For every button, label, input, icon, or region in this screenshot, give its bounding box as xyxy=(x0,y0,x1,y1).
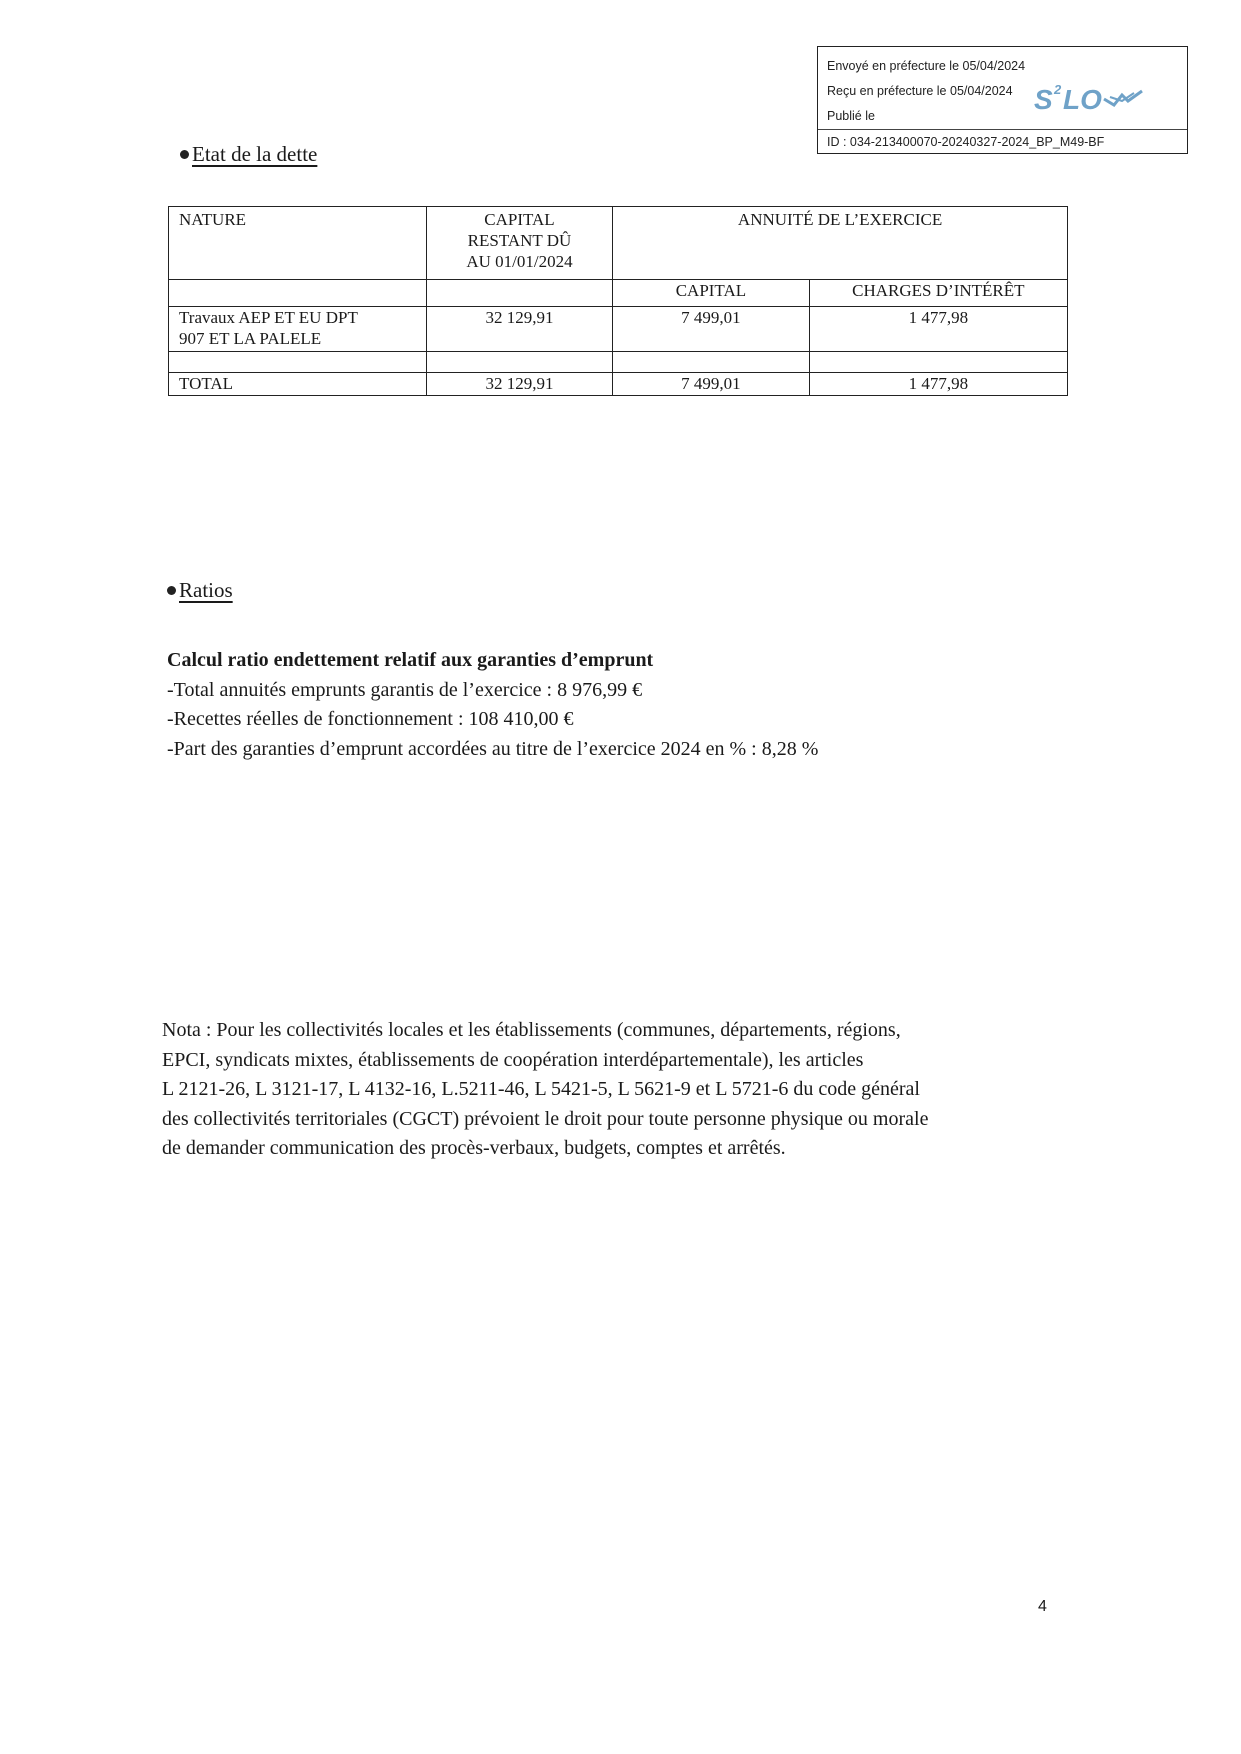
svg-text:LO: LO xyxy=(1063,84,1102,115)
nota-line: des collectivités territoriales (CGCT) prévoient le droit pour toute personne physique ou morale xyxy=(162,1107,929,1130)
total-capital-restant: 32 129,91 xyxy=(426,373,612,396)
etat-title-text: Etat de la dette xyxy=(192,142,318,166)
row-capital: 7 499,01 xyxy=(613,307,810,352)
ratio-heading: Calcul ratio endettement relatif aux garanties d’emprunt xyxy=(167,649,654,671)
prefecture-stamp xyxy=(817,46,1188,154)
header-capital: CAPITAL xyxy=(613,280,810,307)
ratio-line-recettes: -Recettes réelles de fonctionnement : 108 410,00 € xyxy=(167,708,574,730)
nota-line: L 2121-26, L 3121-17, L 4132-16, L.5211-46, L 5421-5, L 5621-9 et L 5721-6 du code général xyxy=(162,1078,920,1100)
row-capital-restant: 32 129,91 xyxy=(426,307,612,352)
empty-cell xyxy=(426,280,612,307)
bullet-icon xyxy=(180,150,189,159)
bullet-icon xyxy=(167,586,176,595)
header-capital-restant xyxy=(426,207,612,280)
header-capital-restant-line1: CAPITAL xyxy=(484,210,555,229)
nota-paragraph xyxy=(162,1016,1062,1164)
table-empty-row xyxy=(169,352,1068,373)
page-number: 4 xyxy=(1038,1598,1047,1615)
ratios-title-text: Ratios xyxy=(179,578,233,602)
table-header-row xyxy=(169,207,1068,280)
header-capital-restant-line2: RESTANT DÛ xyxy=(467,231,572,250)
empty-cell xyxy=(169,352,427,373)
empty-cell xyxy=(613,352,810,373)
debt-table xyxy=(168,206,1068,396)
ratio-line-total-annuites: -Total annuités emprunts garantis de l’exercice : 8 976,99 € xyxy=(167,678,643,701)
row-nature xyxy=(169,307,427,352)
stamp-received-date: Reçu en préfecture le 05/04/2024 xyxy=(827,84,1013,98)
section-title-ratios xyxy=(167,578,233,603)
total-capital: 7 499,01 xyxy=(613,373,810,396)
stamp-sent-date: Envoyé en préfecture le 05/04/2024 xyxy=(827,59,1026,73)
section-title-etat-dette xyxy=(180,142,317,167)
empty-cell xyxy=(809,352,1067,373)
ratio-line-part-garanties: -Part des garanties d’emprunt accordées au titre de l’exercice 2024 en % : 8,28 % xyxy=(167,737,819,760)
row-nature-line2: 907 ET LA PALELE xyxy=(179,329,322,348)
table-subheader-row xyxy=(169,280,1068,307)
svg-text:S: S xyxy=(1034,84,1053,115)
ratio-block xyxy=(167,646,818,764)
header-charges: CHARGES D’INTÉRÊT xyxy=(809,280,1067,307)
s2lo-logo xyxy=(1030,79,1150,122)
table-row xyxy=(169,307,1068,352)
nota-line: de demander communication des procès-verbaux, budgets, comptes et arrêtés. xyxy=(162,1137,786,1159)
header-nature: NATURE xyxy=(169,207,427,280)
nota-line: EPCI, syndicats mixtes, établissements de coopération interdépartementale), les articles xyxy=(162,1048,864,1071)
row-nature-line1: Travaux AEP ET EU DPT xyxy=(179,308,358,327)
empty-cell xyxy=(169,280,427,307)
header-capital-restant-line3: AU 01/01/2024 xyxy=(466,252,573,271)
total-charges: 1 477,98 xyxy=(809,373,1067,396)
header-annuite: ANNUITÉ DE L’EXERCICE xyxy=(613,207,1068,280)
stamp-id: ID : 034-213400070-20240327-2024_BP_M49-BF xyxy=(827,135,1105,149)
stamp-divider xyxy=(818,129,1187,130)
svg-text:2: 2 xyxy=(1054,82,1062,97)
row-charges: 1 477,98 xyxy=(809,307,1067,352)
empty-cell xyxy=(426,352,612,373)
stamp-published: Publié le xyxy=(827,109,875,123)
nota-line: Nota : Pour les collectivités locales et les établissements (communes, départements, régions, xyxy=(162,1019,901,1041)
total-label: TOTAL xyxy=(169,373,427,396)
table-total-row xyxy=(169,373,1068,396)
